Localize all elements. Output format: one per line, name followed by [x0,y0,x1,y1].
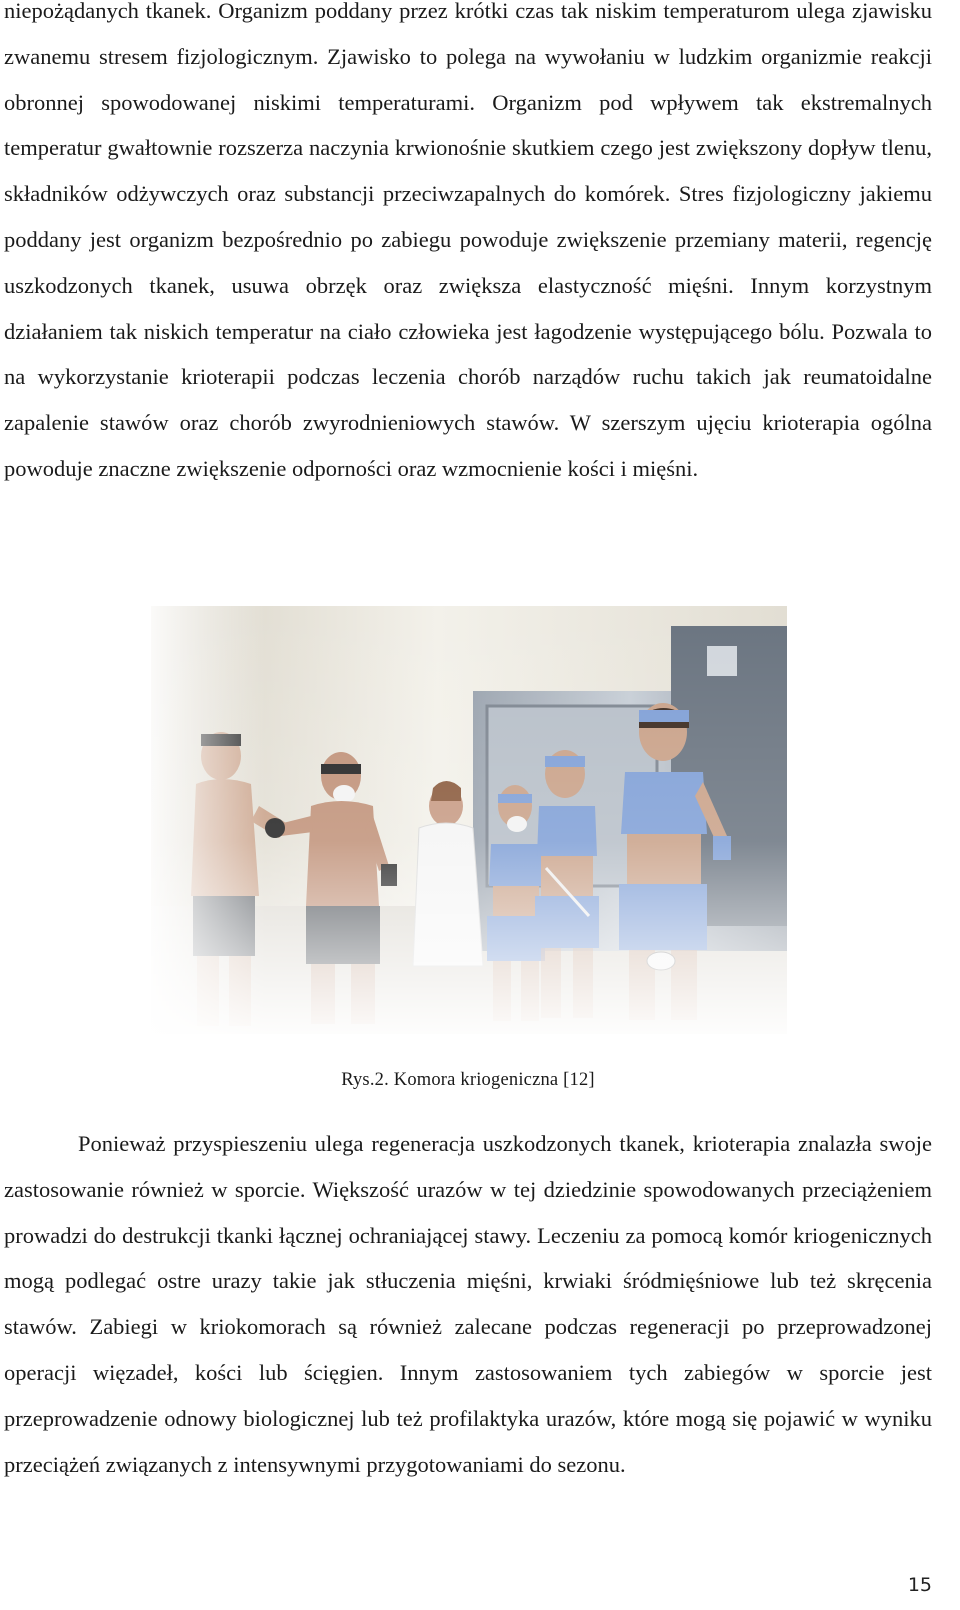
body-paragraph: Ponieważ przyspieszeniu ulega regeneracja uszkodzonych tkanek, krioterapia znalazła swoje zastosowanie również w sporcie. Większość urazów w tej dziedzinie spowodowanych przeciążeniem prowadzi do destrukcji tkanki łącznej ochraniającej stawy. Leczeniu za pomocą komór kriogenicznych mogą podlegać ostre urazy takie jak stłuczenia mięśni, krwiaki śródmięśniowe lub też skręcenia stawów. Zabiegi w kriokomorach są również zalecane podczas regeneracji po przeprowadzonej operacji więzadeł, kości lub ścięgien. Innym zastosowaniem tych zabiegów w sporcie jest przeprowadzenie odnowy biologicznej lub też profilaktyka urazów, które mogą się pojawić w wyniku przeciążeń związanych z intensywnymi przygotowaniami do sezonu. [4,1131,932,1477]
photo-illustration [151,606,787,1034]
page-number: 15 [907,1574,932,1596]
cryo-chamber-photo [151,606,787,1034]
figure-caption: Rys.2. Komora kriogeniczna [12] [341,1070,595,1090]
body-paragraph: niepożądanych tkanek. Organizm poddany przez krótki czas tak niskim temperaturom ulega zjawisku zwanemu stresem fizjologicznym. Zjawisko to polega na wywołaniu w ludzkim organizmie reakcji obronnej spowodowanej niskimi temperaturami. Organizm pod wpływem tak ekstremalnych temperatur gwałtownie rozszerza naczynia krwionośnie skutkiem czego jest zwiększony dopływ tlenu, składników odżywczych oraz substancji przeciwzapalnych do komórek. Stres fizjologiczny jakiemu poddany jest organizm bezpośrednio po zabiegu powoduje zwiększenie przemiany materii, regencję uszkodzonych tkanek, usuwa obrzęk oraz zwiększa elastyczność mięśni. Innym korzystnym działaniem tak niskich temperatur na ciało człowieka jest łagodzenie występującego bólu. Pozwala to na wykorzystanie krioterapii podczas leczenia chorób narządów ruchu takich jak reumatoidalne zapalenie stawów oraz chorób zwyrodnieniowych stawów. W szerszym ujęciu krioterapia ogólna powoduje znaczne zwiększenie odporności oraz wzmocnienie kości i mięśni. [4,0,932,481]
